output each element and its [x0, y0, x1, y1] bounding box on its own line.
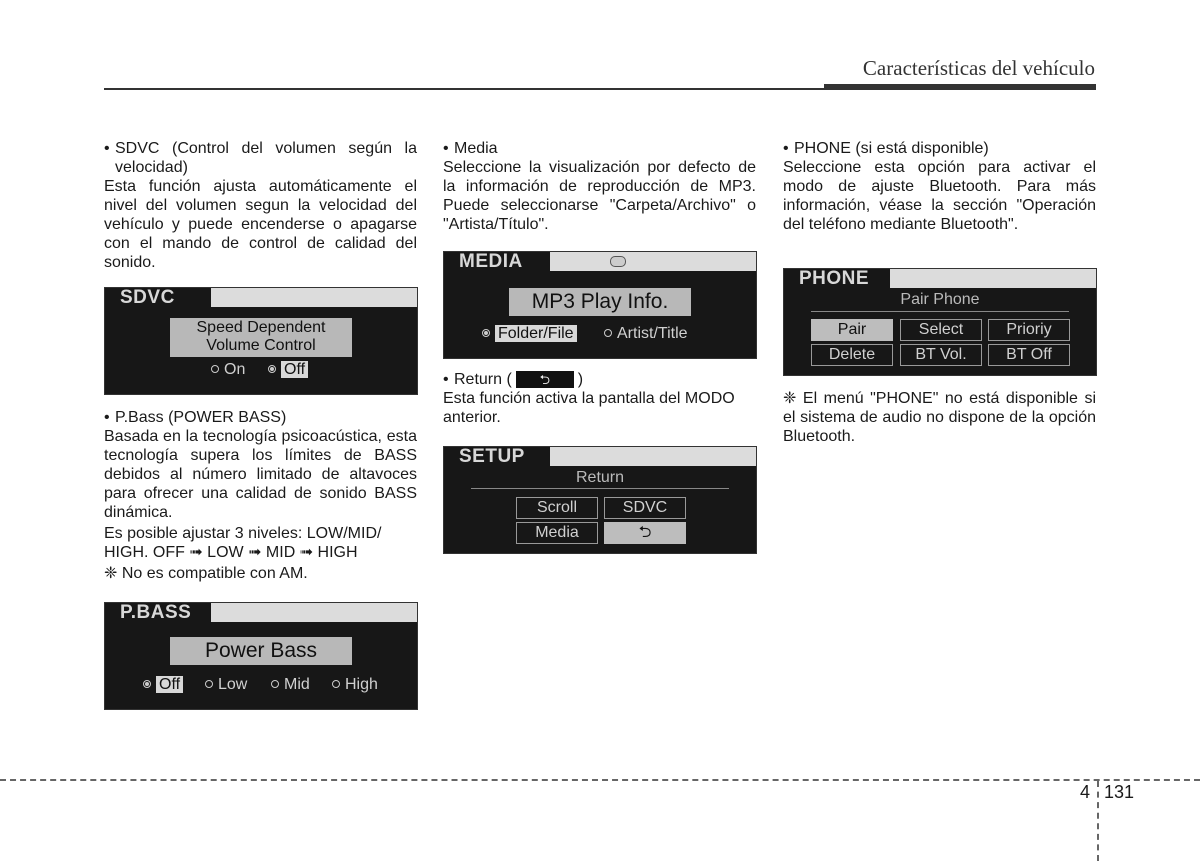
phone-text: Seleccione esta opción para activar el modo de ajuste Bluetooth. Para más información, véase la sección "Operación del teléfono mediante Bluetooth". [783, 159, 1096, 233]
media-tab: MEDIA [444, 252, 550, 271]
radio-icon [271, 680, 279, 688]
setup-tab: SETUP [444, 447, 550, 466]
phone-pair-button[interactable]: Pair [811, 319, 893, 341]
pbass-option-high[interactable]: High [332, 676, 378, 694]
chapter-number: 4 [1080, 782, 1091, 802]
page-number: 131 [1104, 782, 1135, 802]
return-icon: ⮌ [516, 371, 574, 388]
setup-title: Return [575, 469, 625, 486]
pbass-option-mid[interactable]: Mid [271, 676, 310, 694]
sdvc-pill: Speed Dependent Volume Control [170, 318, 352, 357]
divider [811, 311, 1069, 312]
pbass-tab: P.BASS [105, 603, 211, 622]
media-text: Seleccione la visualización por defecto de la información de reproducción de MP3. Puede seleccionarse "Carpeta/Archivo" o "Artista/Título". [443, 159, 756, 233]
column-2 [443, 139, 756, 236]
radio-selected-icon [268, 365, 276, 373]
header-rule-accent [824, 84, 1096, 90]
radio-icon [604, 329, 612, 337]
column-1 [104, 139, 417, 274]
radio-selected-icon [482, 329, 490, 337]
column-1-lower [104, 408, 417, 585]
footer-divider [1097, 781, 1099, 861]
pbass-option-low[interactable]: Low [205, 676, 247, 694]
return-text: Esta función activa la pantalla del MODO anterior. [443, 390, 735, 426]
media-option-artist[interactable]: Artist/Title [604, 325, 688, 343]
phone-delete-button[interactable]: Delete [811, 344, 893, 366]
sdvc-bullet: • SDVC (Control del volumen según la velocidad) [104, 140, 417, 176]
sdvc-text: Esta función ajusta automáticamente el nivel del volumen segun la velocidad del vehículo y puede encenderse o apagarse con el mando de control de calidad del sonido. [104, 178, 417, 271]
sdvc-option-on[interactable]: On [211, 361, 245, 379]
phone-select-button[interactable]: Select [900, 319, 982, 341]
phone-priority-button[interactable]: Prioriy [988, 319, 1070, 341]
setup-sdvc-button[interactable]: SDVC [604, 497, 686, 519]
footer-rule [0, 779, 1200, 781]
phone-tab: PHONE [784, 269, 890, 288]
pbass-option-off[interactable]: Off [143, 676, 183, 694]
pbass-pill: Power Bass [170, 637, 352, 665]
media-option-folder[interactable]: Folder/File [482, 325, 577, 343]
setup-scroll-button[interactable]: Scroll [516, 497, 598, 519]
sdvc-option-off[interactable]: Off [268, 361, 308, 379]
radio-selected-icon [143, 680, 151, 688]
sdvc-tab: SDVC [105, 288, 211, 307]
pbass-bullet: • P.Bass (POWER BASS) [104, 409, 287, 426]
media-bullet: • Media [443, 140, 498, 157]
column-2-lower [443, 370, 756, 429]
sdvc-screen [104, 287, 418, 395]
setup-media-button[interactable]: Media [516, 522, 598, 544]
column-3 [783, 139, 1096, 236]
phone-bullet: • PHONE (si está disponible) [783, 140, 989, 157]
setup-back-button[interactable]: ⮌ [604, 522, 686, 544]
pbass-screen [104, 602, 418, 710]
pbass-text: Basada en la tecnología psicoacústica, esta tecnología supera los límites de BASS debidos al número limitado de altavoces para ofrecer una calidad de sonido BASS dinámica. [104, 428, 417, 521]
cd-icon [610, 256, 626, 267]
column-3-lower [783, 389, 1096, 448]
radio-icon [211, 365, 219, 373]
return-bullet: • Return ( ⮌ ) [443, 371, 584, 388]
phone-btvol-button[interactable]: BT Vol. [900, 344, 982, 366]
header-title: Características del vehículo [862, 56, 1095, 80]
media-pill: MP3 Play Info. [509, 288, 691, 316]
pbass-levels: Es posible ajustar 3 niveles: LOW/MID/ HIGH. OFF ➟ LOW ➟ MID ➟ HIGH [104, 525, 382, 561]
setup-screen [443, 446, 757, 554]
pbass-note: ❈ No es compatible con AM. [104, 565, 308, 582]
radio-icon [205, 680, 213, 688]
media-screen [443, 251, 757, 359]
phone-btoff-button[interactable]: BT Off [988, 344, 1070, 366]
phone-title: Pair Phone [900, 291, 980, 308]
phone-screen [783, 268, 1097, 376]
divider [471, 488, 729, 489]
radio-icon [332, 680, 340, 688]
phone-note: ❈ El menú "PHONE" no está disponible si el sistema de audio no dispone de la opción Bluetooth. [783, 390, 1096, 445]
